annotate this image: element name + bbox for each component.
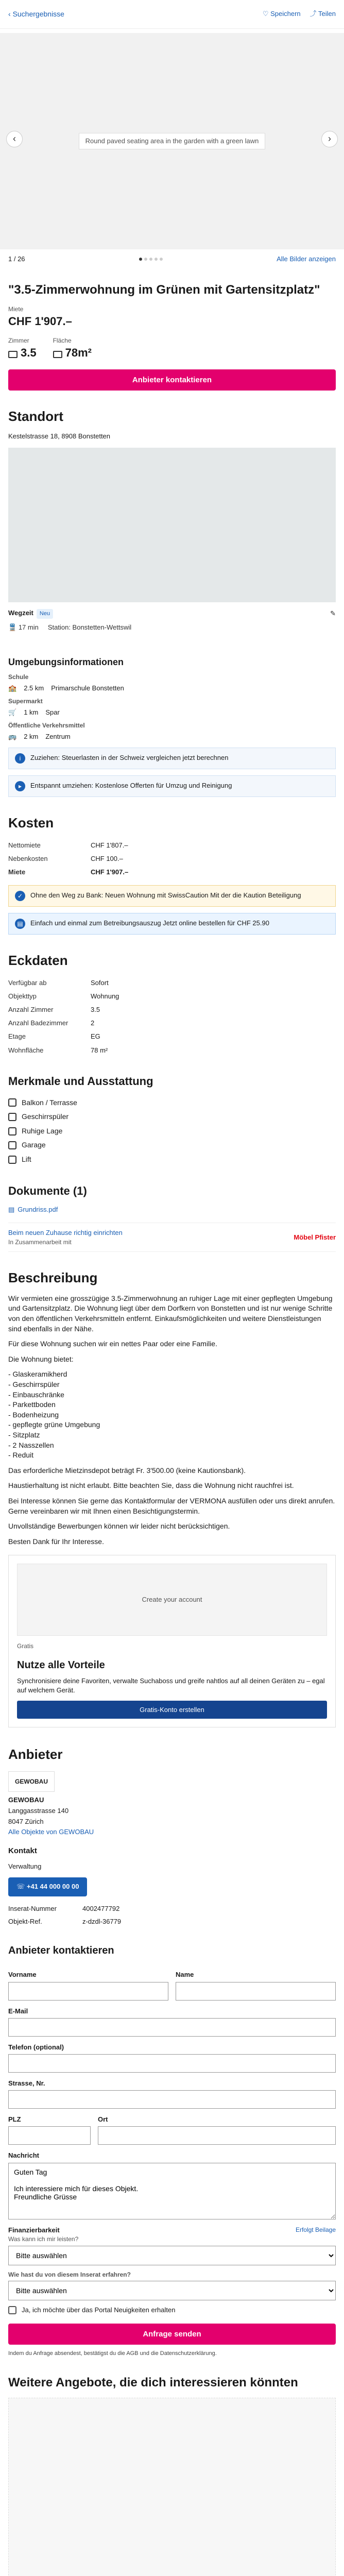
submit-inquiry-button[interactable]: Anfrage senden (8, 2324, 336, 2345)
market-info: Supermarkt 🛒 1 km Spar (8, 697, 336, 717)
table-row: Objekttyp Wohnung (8, 992, 119, 1000)
provider-logo: GEWOBAU (8, 1771, 55, 1792)
gallery-next-button[interactable] (321, 131, 338, 147)
train-icon: 🚆 (8, 623, 19, 631)
pfister-logo: Möbel Pfister (294, 1233, 336, 1241)
gallery-counter: 1 / 26 (8, 255, 25, 263)
edit-icon[interactable]: ✎ (330, 609, 336, 617)
truck-icon: ▸ (15, 781, 25, 791)
list-item: Geschirrspüler (8, 1110, 336, 1124)
gallery-dots (139, 258, 163, 261)
phone-icon: ☏ (16, 1883, 27, 1891)
save-button[interactable]: ♡ Speichern (262, 10, 301, 18)
checkbox-icon (8, 2306, 16, 2314)
tax-notice[interactable]: i Zuziehen: Steuerlasten in der Schweiz vergleichen jetzt berechnen (8, 748, 336, 769)
document-link[interactable]: ▤ Grundriss.pdf (8, 1205, 336, 1214)
provider-section: Anbieter GEWOBAU GEWOBAU Langgasstrasse 140 8047 Zürich Alle Objekte von GEWOBAU Kontakt Verwaltung ☏ +41 44 000 00 00 Inserat-Nummer 4002477792 Objekt-Ref. z-dzdl-36779 (0, 1736, 344, 1936)
list-item: Ruhige Lage (8, 1124, 336, 1139)
check-icon (8, 1141, 16, 1149)
key-facts (8, 336, 336, 361)
gallery-bar (0, 249, 344, 269)
similar-listings[interactable] (8, 2398, 336, 2576)
share-icon: ⤴ (309, 10, 319, 18)
table-row: Miete CHF 1'907.– (8, 868, 129, 876)
contact-heading: Anbieter kontaktieren (8, 1945, 114, 1957)
documents-heading: Dokumente (1) (8, 1184, 87, 1197)
show-all-images-link[interactable]: Alle Bilder anzeigen (277, 255, 336, 263)
surroundings-section (0, 640, 344, 805)
provider-objects-link[interactable]: Alle Objekte von GEWOBAU (8, 1828, 94, 1836)
moving-notice[interactable]: ▸ Entspannt umziehen: Kostenlose Offerten für Umzug und Reinigung (8, 775, 336, 797)
provider-heading: Anbieter (8, 1746, 63, 1762)
create-account-button[interactable]: Gratis-Konto erstellen (17, 1701, 327, 1719)
route-info: 🚆 17 min Station: Bonstetten-Wettswil (8, 623, 132, 631)
document-icon: ▤ (15, 919, 25, 929)
area-icon (53, 351, 62, 358)
list-item: Garage (8, 1138, 336, 1153)
phone-field[interactable] (8, 2054, 336, 2073)
chevron-left-icon: ‹ (8, 9, 13, 18)
table-row: Etage EG (8, 1032, 100, 1041)
similar-section (0, 2366, 344, 2576)
finance-select[interactable] (8, 2246, 336, 2265)
costs-heading: Kosten (8, 815, 54, 831)
info-icon: i (15, 753, 25, 764)
check-icon (8, 1113, 16, 1121)
feature-list (8, 1096, 336, 1167)
list-item: Balkon / Terrasse (8, 1096, 336, 1110)
table-row: Wohnfläche 78 m² (8, 1046, 108, 1054)
first-name-field[interactable] (8, 1982, 168, 2001)
check-icon (8, 1156, 16, 1164)
shield-icon: ✓ (15, 891, 25, 901)
details-heading: Eckdaten (8, 953, 68, 969)
chevron-right-icon: › (328, 133, 331, 144)
source-select[interactable] (8, 2281, 336, 2300)
listing-price: CHF 1'907.– (8, 314, 72, 328)
costs-section (0, 805, 344, 943)
location-map[interactable] (8, 448, 336, 602)
list-item: Lift (8, 1153, 336, 1167)
email-field[interactable] (8, 2018, 336, 2037)
location-section (0, 399, 344, 640)
description-list: - Glaskeramikherd - Geschirrspüler - Einbauschränke - Parkettboden - Bodenheizung - gepflegte grüne Umgebung - Sitzplatz - 2 Nasszellen - Reduit (8, 1370, 100, 1460)
route-bar: Wegzeit Neu ✎ (8, 608, 336, 619)
similar-heading: Weitere Angebote, die dich interessieren könnten (8, 2375, 298, 2389)
bus-icon: 🚌 (8, 733, 17, 741)
table-row: Nebenkosten CHF 100.– (8, 854, 123, 862)
rooms-fact: Zimmer 3.5 (8, 337, 37, 360)
table-row: Nettomiete CHF 1'807.– (8, 841, 128, 849)
description-heading: Beschreibung (8, 1270, 98, 1286)
surroundings-heading: Umgebungsinformationen (8, 657, 124, 668)
phone-button[interactable]: ☏ +41 44 000 00 00 (8, 1877, 87, 1896)
contact-form: Anbieter kontaktieren Vorname Name E-Mail Telefon (optional) Strasse, Nr. PLZ Ort Nachricht Guten Tag Ich interessiere mich für dieses Objekt. Freundliche Grüsse Finanzierbarkeit Erfolgt Beilage Was kann ich mir leisten? Bitte auswählen Wie hast du von diesem Inserat erfahren? Bitte auswählen Ja, ich möchte über das Portal Neuigkeiten erhalten Anfrage senden Indem du Anfrage absendest, bestätigst du die AGB und die Datenschutzerklärung. (0, 1935, 344, 2365)
city-field[interactable] (98, 2126, 336, 2145)
documents-section (0, 1175, 344, 1261)
chevron-left-icon: ‹ (13, 133, 16, 144)
check-icon (8, 1127, 16, 1136)
cart-icon: 🛒 (8, 708, 17, 717)
legal-note: Indem du Anfrage absendest, bestätigst du die AGB und die Datenschutzerklärung. (8, 2350, 217, 2357)
address: Kestelstrasse 18, 8908 Bonstetten (8, 432, 111, 440)
furniture-promo[interactable]: Beim neuen Zuhause richtig einrichten In Zusammenarbeit mit Möbel Pfister (8, 1223, 336, 1252)
zip-field[interactable] (8, 2126, 91, 2145)
top-bar (0, 0, 344, 29)
school-icon: 🏫 (8, 684, 17, 692)
debt-extract-notice[interactable]: ▤ Einfach und einmal zum Betreibungsauszug Jetzt online bestellen für CHF 25.90 (8, 913, 336, 935)
door-icon (8, 351, 18, 358)
description-section: Beschreibung Wir vermieten eine grosszügige 3.5-Zimmerwohnung an ruhiger Lage mit einer gepflegten Umgebung und Gartensitzplatz. Die Wohnung liegt über dem Dorfkern von Bonstetten und ist nur wenige Schritte von den öffentlichen Verkehrsmitteln entfernt. Einkaufsmöglichkeiten und weitere Dienstleistungen sind ebenfalls in der Nähe. Für diese Wohnung suchen wir ein nettes Paar oder eine Familie. Die Wohnung bietet: - Glaskeramikherd - Geschirrspüler - Einbauschränke - Parkettboden - Bodenheizung - gepflegte grüne Umgebung - Sitzplatz - 2 Nasszellen - Reduit Das erforderliche Mietzinsdepot beträgt Fr. 3'500.00 (keine Kautionsbank). Haustierhaltung ist nicht erlaubt. Bitte beachten Sie, dass die Wohnung nicht rauchfrei ist. Bei Interesse können Sie gerne das Kontaktformular der VERMONA ausfüllen oder uns direkt anrufen. Gerne vereinbaren wir mit Ihnen einen Besichtigungstermin. Unvollständige Bewerbungen können wir leider nicht berücksichtigen. Besten Dank für Ihr Interesse. Create your account Gratis Nutze alle Vorteile Synchronisiere deine Favoriten, verwalte Suchaboss und greife nahtlos auf all deinen Geräten zu – egal auf welchem Gerät. Gratis-Konto erstellen (0, 1260, 344, 1735)
new-badge: Neu (37, 609, 53, 619)
school-info: Schule 🏫 2.5 km Primarschule Bonstetten (8, 673, 336, 693)
contact-provider-button[interactable]: Anbieter kontaktieren (8, 369, 336, 391)
table-row: Verfügbar ab Sofort (8, 978, 109, 987)
image-gallery[interactable] (0, 33, 344, 249)
price-label: Miete (8, 305, 24, 313)
summary-section (0, 269, 344, 399)
details-section (0, 943, 344, 1065)
gallery-prev-button[interactable] (6, 131, 23, 147)
share-button[interactable]: ⤴ Teilen (309, 10, 336, 18)
area-fact: Fläche 78m² (53, 337, 92, 360)
listing-title: "3.5-Zimmerwohnung im Grünen mit Gartensitzplatz" (8, 283, 320, 297)
back-link[interactable] (8, 9, 64, 20)
gallery-image: Round paved seating area in the garden with a green lawn (79, 133, 266, 149)
table-row: Anzahl Zimmer 3.5 (8, 1005, 100, 1013)
header-actions (263, 9, 336, 19)
details-table (8, 976, 119, 1057)
heart-icon: ♡ (262, 10, 271, 18)
last-name-field[interactable] (176, 1982, 336, 2001)
location-heading: Standort (8, 408, 63, 424)
pdf-icon: ▤ (8, 1206, 15, 1214)
features-section (0, 1065, 344, 1175)
promo-image: Create your account (17, 1564, 327, 1636)
deposit-notice[interactable]: ✓ Ohne den Weg zu Bank: Neuen Wohnung mit SwissCaution Mit der die Kaution Beteiligung (8, 885, 336, 907)
check-icon (8, 1098, 16, 1107)
back-label: Suchergebnisse (12, 9, 64, 18)
account-promo: Create your account Gratis Nutze alle Vorteile Synchronisiere deine Favoriten, verwalte Suchaboss und greife nahtlos auf all deinen Geräten zu – egal auf welchem Gerät. Gratis-Konto erstellen (8, 1555, 336, 1727)
transit-info: Öffentliche Verkehrsmittel 🚌 2 km Zentrum (8, 721, 336, 741)
table-row: Anzahl Badezimmer 2 (8, 1019, 95, 1027)
message-field[interactable] (8, 2163, 336, 2219)
street-field[interactable] (8, 2090, 336, 2109)
finance-link[interactable]: Erfolgt Beilage (295, 2226, 336, 2233)
newsletter-checkbox[interactable]: Ja, ich möchte über das Portal Neuigkeiten erhalten (8, 2306, 336, 2315)
features-heading: Merkmale und Ausstattung (8, 1074, 153, 1088)
costs-table (8, 839, 128, 879)
